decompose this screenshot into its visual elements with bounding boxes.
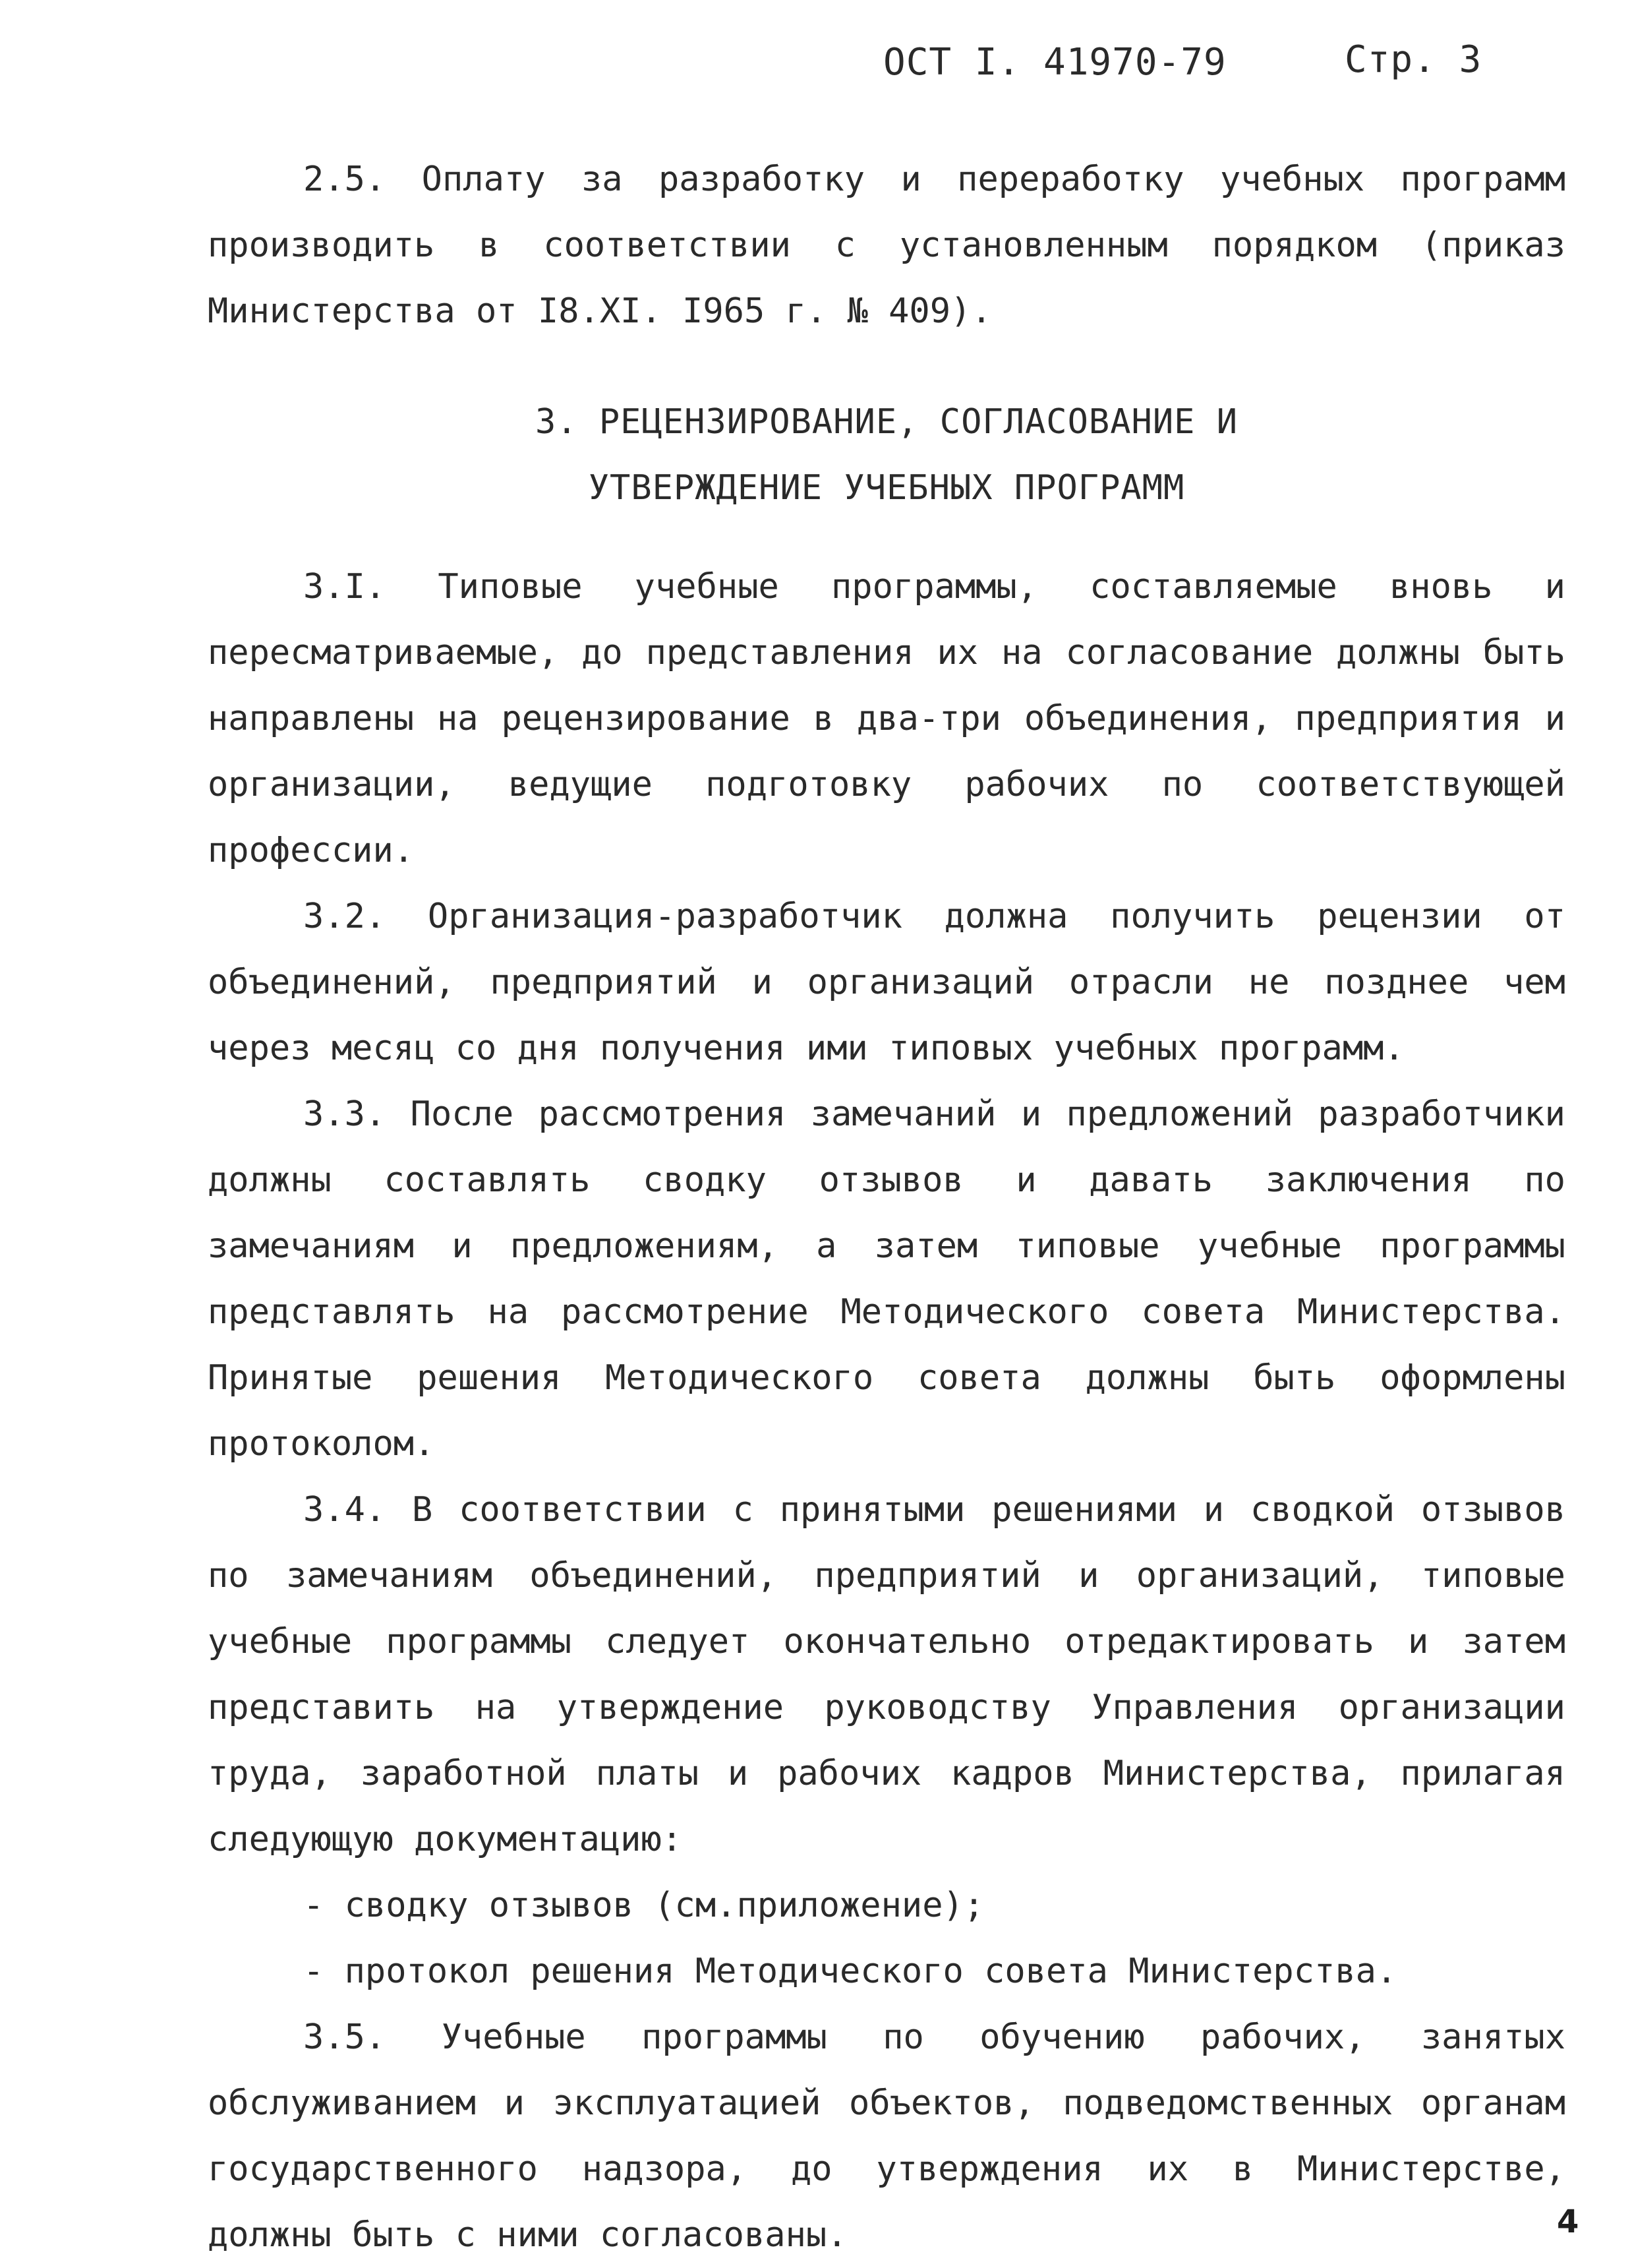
section-3-heading-line-1: 3. РЕЦЕНЗИРОВАНИЕ, СОГЛАСОВАНИЕ И <box>535 402 1239 442</box>
paragraph-3-2: 3.2. Организация-разработчик должна получить рецензии от объединений, предприятий и организаций отрасли не позднее чем через месяц со дня получения ими типовых учебных программ. <box>208 897 1565 1068</box>
list-item-summary: - сводку отзывов (см.приложение); <box>303 1886 985 1925</box>
section-2-text <box>208 146 1565 344</box>
list-item-protocol: - протокол решения Методического совета Министерства. <box>303 1952 1397 1991</box>
paragraph-2-5: 2.5. Оплату за разработку и переработку учебных программ производить в соответствии с установленным порядком (приказ Министерства от I8.XI. I965 г. № 409). <box>208 160 1565 331</box>
paragraph-3-5: 3.5. Учебные программы по обучению рабочих, занятых обслуживанием и эксплуатацией объектов, подведомственных органам государственного надзора, до утверждения их в Министерстве, должны быть с ними согласованы. <box>208 2017 1565 2255</box>
page-number-label: Стр. 3 <box>1345 38 1482 81</box>
paragraph-3-4: 3.4. В соответствии с принятыми решениями и сводкой отзывов по замечаниям объединений, предприятий и организаций, типовые учебные программы следует окончательно отредактировать и затем представить на утверждение руководству Управления организации труда, заработной платы и рабочих кадров Министерства, прилагая следующую документацию: <box>208 1490 1565 1859</box>
section-3-text <box>208 554 1565 2268</box>
section-3-heading-line-2: УТВЕРЖДЕНИЕ УЧЕБНЫХ ПРОГРАММ <box>588 468 1185 508</box>
paragraph-3-3: 3.3. После рассмотрения замечаний и предложений разработчики должны составлять сводку отзывов и давать заключения по замечаниям и предложениям, а затем типовые учебные программы представлять на рассмотрение Методического совета Министерства. Принятые решения Методического совета должны быть оформлены протоколом. <box>208 1094 1565 1464</box>
document-code: ОСТ I. 41970-79 <box>883 41 1227 84</box>
sheet-number: 4 <box>1557 2203 1579 2240</box>
paragraph-3-1: 3.I. Типовые учебные программы, составляемые вновь и пересматриваемые, до представления их на согласование должны быть направлены на рецензирование в два-три объединения, предприятия и организации, ведущие подготовку рабочих по соответствующей профессии. <box>208 567 1565 870</box>
